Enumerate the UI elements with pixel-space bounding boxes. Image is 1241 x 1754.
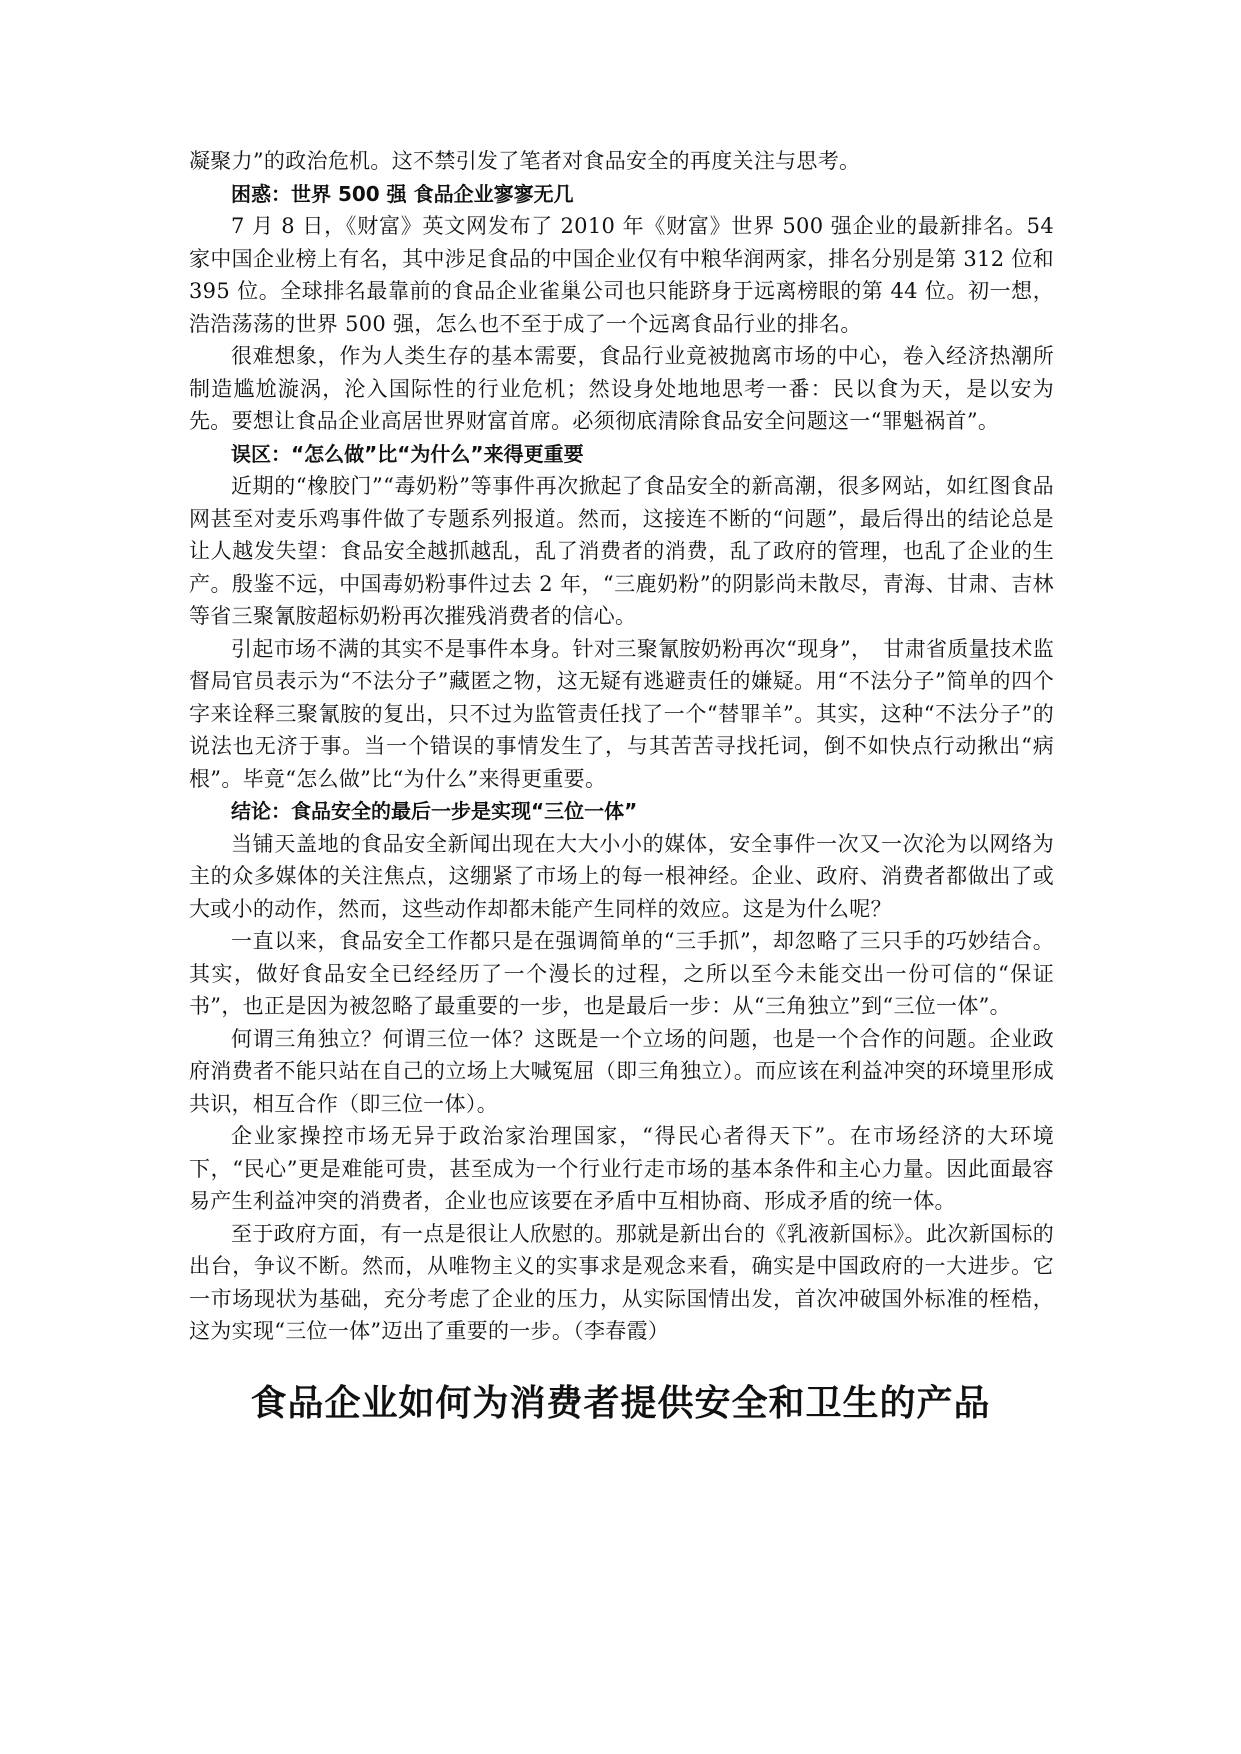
paragraph: 7 月 8 日，《财富》英文网发布了 2010 年《财富》世界 500 强企业的最新排名。54 家中国企业榜上有名，其中涉足食品的中国企业仅有中粮华润两家，排名分别是第 312 位和 395 位。全球排名最靠前的食品企业雀巢公司也只能跻身于远离榜眼的第 44 位。初一想，浩浩荡荡的世界 500 强，怎么也不至于成了一个远离食品行业的排名。 <box>189 214 1054 336</box>
paragraph: 近期的“橡胶门”“毒奶粉”等事件再次掀起了食品安全的新高潮，很多网站，如红图食品网甚至对麦乐鸡事件做了专题系列报道。然而，这接连不断的“问题”，最后得出的结论总是让人越发失望：食品安全越抓越乱，乱了消费者的消费，乱了政府的管理，也乱了企业的生产。殷鉴不远，中国毒奶粉事件过去 2 年，“三鹿奶粉”的阴影尚未散尽，青海、甘肃、吉林等省三聚氰胺超标奶粉再次摧残消费者的信心。 <box>189 474 1054 628</box>
paragraph: 很难想象，作为人类生存的基本需要，食品行业竟被抛离市场的中心，卷入经济热潮所制造尴尬漩涡，沦入国际性的行业危机；然设身处地地思考一番：民以食为天，是以安为先。要想让食品企业高居世界财富首席。必须彻底清除食品安全问题这一“罪魁祸首”。 <box>189 344 1054 433</box>
paragraph: 何谓三角独立？何谓三位一体？这既是一个立场的问题，也是一个合作的问题。企业政府消费者不能只站在自己的立场上大喊冤屈（即三角独立）。而应该在利益冲突的环境里形成共识，相互合作（即三位一体）。 <box>189 1026 1054 1116</box>
section-heading-misconception: 误区：“怎么做”比“为什么”来得更重要 <box>231 441 584 466</box>
section-heading-confusion: 困惑：世界 500 强 食品企业寥寥无几 <box>231 181 574 206</box>
paragraph-continued: 凝聚力”的政治危机。这不禁引发了笔者对食品安全的再度关注与思考。 <box>189 149 861 173</box>
paragraph: 一直以来，食品安全工作都只是在强调简单的“三手抓”，却忽略了三只手的巧妙结合。其实，做好食品安全已经经历了一个漫长的过程，之所以至今未能交出一份可信的“保证书”，也正是因为被忽略了最重要的一步，也是最后一步：从“三角独立”到“三位一体”。 <box>189 929 1054 1018</box>
article-body <box>189 145 1054 1348</box>
paragraph: 引起市场不满的其实不是事件本身。针对三聚氰胺奶粉再次“现身”， 甘肃省质量技术监督局官员表示为“不法分子”藏匿之物，这无疑有逃避责任的嫌疑。用“不法分子”简单的四个字来诠释三聚氰胺的复出，只不过为监管责任找了一个“替罪羊”。其实，这种“不法分子”的说法也无济于事。当一个错误的事情发生了，与其苦苦寻找托词，倒不如快点行动揪出“病根”。毕竟“怎么做”比“为什么”来得更重要。 <box>189 636 1054 791</box>
paragraph: 企业家操控市场无异于政治家治理国家，“得民心者得天下”。在市场经济的大环境下，“民心”更是难能可贵，甚至成为一个行业行走市场的基本条件和主心力量。因此面最容易产生利益冲突的消费者，企业也应该要在矛盾中互相协商、形成矛盾的统一体。 <box>189 1124 1054 1213</box>
paragraph: 当铺天盖地的食品安全新闻出现在大大小小的媒体，安全事件一次又一次沦为以网络为主的众多媒体的关注焦点，这绷紧了市场上的每一根神经。企业、政府、消费者都做出了或大或小的动作，然而，这些动作却都未能产生同样的效应。这是为什么呢？ <box>189 831 1054 921</box>
next-article-title: 食品企业如何为消费者提供安全和卫生的产品 <box>250 1383 991 1424</box>
section-heading-conclusion: 结论：食品安全的最后一步是实现“三位一体” <box>231 799 638 823</box>
paragraph: 至于政府方面，有一点是很让人欣慰的。那就是新出台的《乳液新国标》。此次新国标的出台，争议不断。然而，从唯物主义的实事求是观念来看，确实是中国政府的一大进步。它一市场现状为基础，充分考虑了企业的压力，从实际国情出发，首次冲破国外标准的桎梏，这为实现“三位一体”迈出了重要的一步。（李春霞） <box>189 1221 1054 1343</box>
